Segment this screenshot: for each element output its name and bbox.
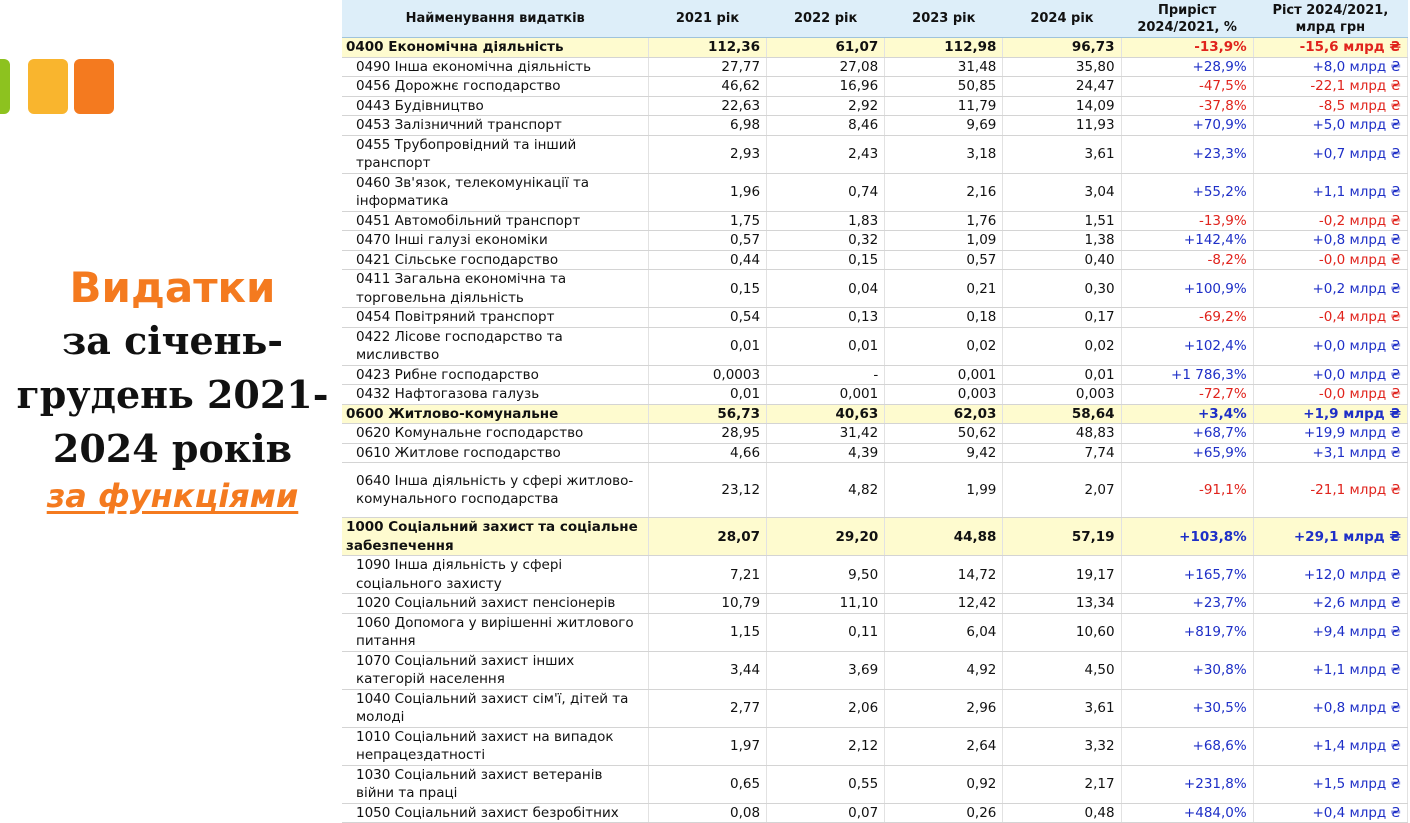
- table-cell-2021: 28,07: [648, 518, 766, 556]
- table-cell-2024: 24,47: [1003, 77, 1121, 97]
- table-section-row: [342, 38, 1408, 58]
- header-name: Найменування видатків: [342, 0, 648, 38]
- table-cell-2022: 40,63: [767, 404, 885, 424]
- table-row: [342, 385, 1408, 405]
- table-cell-2023: 0,18: [885, 308, 1003, 328]
- table-cell-2022: 16,96: [767, 77, 885, 97]
- table-row: [342, 443, 1408, 463]
- table-cell-2023: 14,72: [885, 556, 1003, 594]
- table-row: [342, 96, 1408, 116]
- table-cell-2023: 1,09: [885, 231, 1003, 251]
- table-cell-growth-abs: +12,0 млрд ₴: [1253, 556, 1407, 594]
- table-cell-2021: 10,79: [648, 594, 766, 614]
- table-cell-name: 1000 Соціальний захист та соціальне забезпечення: [342, 518, 648, 556]
- table-cell-growth-pct: +819,7%: [1121, 613, 1253, 651]
- table-cell-growth-pct: +23,3%: [1121, 135, 1253, 173]
- table-cell-2024: 0,17: [1003, 308, 1121, 328]
- table-cell-growth-pct: +103,8%: [1121, 518, 1253, 556]
- table-cell-2022: 0,07: [767, 803, 885, 823]
- table-cell-2024: 0,30: [1003, 270, 1121, 308]
- table-cell-growth-abs: +0,0 млрд ₴: [1253, 365, 1407, 385]
- table-cell-growth-pct: +23,7%: [1121, 594, 1253, 614]
- table-cell-2023: 112,98: [885, 38, 1003, 58]
- table-row: [342, 689, 1408, 727]
- table-cell-2021: 2,93: [648, 135, 766, 173]
- table-cell-growth-abs: -0,0 млрд ₴: [1253, 250, 1407, 270]
- table-cell-name: 1030 Соціальний захист ветеранів війни та праці: [342, 765, 648, 803]
- table-cell-name: 1060 Допомога у вирішенні житлового питання: [342, 613, 648, 651]
- table-cell-2022: 4,82: [767, 463, 885, 518]
- table-cell-name: 0453 Залізничний транспорт: [342, 116, 648, 136]
- table-row: [342, 231, 1408, 251]
- table-cell-name: 0432 Нафтогазова галузь: [342, 385, 648, 405]
- table-cell-2024: 2,07: [1003, 463, 1121, 518]
- table-cell-2022: 31,42: [767, 424, 885, 444]
- table-cell-2023: 44,88: [885, 518, 1003, 556]
- table-cell-name: 0451 Автомобільний транспорт: [342, 211, 648, 231]
- table-cell-2021: 2,77: [648, 689, 766, 727]
- table-cell-2023: 0,02: [885, 327, 1003, 365]
- table-cell-name: 0620 Комунальне господарство: [342, 424, 648, 444]
- table-cell-growth-pct: -8,2%: [1121, 250, 1253, 270]
- header-2024: 2024 рік: [1003, 0, 1121, 38]
- table-cell-2022: 29,20: [767, 518, 885, 556]
- table-cell-2022: 27,08: [767, 57, 885, 77]
- table-cell-name: 0411 Загальна економічна та торговельна діяльність: [342, 270, 648, 308]
- table-cell-2024: 14,09: [1003, 96, 1121, 116]
- table-cell-2024: 3,32: [1003, 727, 1121, 765]
- table-cell-growth-abs: +0,8 млрд ₴: [1253, 689, 1407, 727]
- table-cell-2024: 2,17: [1003, 765, 1121, 803]
- table-cell-growth-pct: +102,4%: [1121, 327, 1253, 365]
- table-cell-2022: 2,06: [767, 689, 885, 727]
- table-cell-2024: 58,64: [1003, 404, 1121, 424]
- table-cell-2021: 1,97: [648, 727, 766, 765]
- table-cell-2021: 1,15: [648, 613, 766, 651]
- title-line-2: за січень-: [61, 318, 284, 363]
- table-cell-2023: 11,79: [885, 96, 1003, 116]
- table-cell-growth-pct: -69,2%: [1121, 308, 1253, 328]
- table-cell-2022: 0,11: [767, 613, 885, 651]
- table-row: [342, 463, 1408, 518]
- table-cell-2021: 46,62: [648, 77, 766, 97]
- table-row: [342, 365, 1408, 385]
- table-cell-2024: 35,80: [1003, 57, 1121, 77]
- table-cell-growth-abs: +5,0 млрд ₴: [1253, 116, 1407, 136]
- table-cell-growth-abs: -0,4 млрд ₴: [1253, 308, 1407, 328]
- table-cell-2022: 0,15: [767, 250, 885, 270]
- table-cell-2023: 0,003: [885, 385, 1003, 405]
- table-row: [342, 651, 1408, 689]
- table-cell-2023: 0,26: [885, 803, 1003, 823]
- table-cell-2024: 7,74: [1003, 443, 1121, 463]
- table-cell-name: 1010 Соціальний захист на випадок непрацездатності: [342, 727, 648, 765]
- table-cell-name: 0600 Житлово-комунальне: [342, 404, 648, 424]
- table-row: [342, 424, 1408, 444]
- table-cell-growth-abs: +1,1 млрд ₴: [1253, 173, 1407, 211]
- table-cell-growth-abs: -15,6 млрд ₴: [1253, 38, 1407, 58]
- table-row: [342, 613, 1408, 651]
- table-cell-2021: 0,44: [648, 250, 766, 270]
- table-cell-2024: 3,61: [1003, 689, 1121, 727]
- header-2021: 2021 рік: [648, 0, 766, 38]
- table-cell-2023: 2,64: [885, 727, 1003, 765]
- table-cell-2024: 0,01: [1003, 365, 1121, 385]
- table-cell-growth-abs: -0,2 млрд ₴: [1253, 211, 1407, 231]
- table-cell-growth-pct: +142,4%: [1121, 231, 1253, 251]
- table-cell-2021: 4,66: [648, 443, 766, 463]
- table-cell-2023: 2,16: [885, 173, 1003, 211]
- table-cell-2023: 6,04: [885, 613, 1003, 651]
- table-row: [342, 308, 1408, 328]
- table-cell-name: 0455 Трубопровідний та інший транспорт: [342, 135, 648, 173]
- table-cell-name: 0454 Повітряний транспорт: [342, 308, 648, 328]
- table-cell-growth-pct: -13,9%: [1121, 211, 1253, 231]
- table-cell-growth-pct: +3,4%: [1121, 404, 1253, 424]
- title-line-1: Видатки: [69, 263, 276, 312]
- table-cell-growth-pct: +484,0%: [1121, 803, 1253, 823]
- table-cell-2021: 7,21: [648, 556, 766, 594]
- table-row: [342, 135, 1408, 173]
- table-cell-2021: 1,96: [648, 173, 766, 211]
- table-cell-2021: 23,12: [648, 463, 766, 518]
- table-cell-2022: 11,10: [767, 594, 885, 614]
- table-cell-name: 1090 Інша діяльність у сфері соціального захисту: [342, 556, 648, 594]
- table-row: [342, 77, 1408, 97]
- table-cell-2024: 1,51: [1003, 211, 1121, 231]
- table-row: [342, 803, 1408, 823]
- table-cell-2024: 19,17: [1003, 556, 1121, 594]
- table-cell-name: 0470 Інші галузі економіки: [342, 231, 648, 251]
- table-cell-2021: 0,01: [648, 327, 766, 365]
- table-cell-2022: 9,50: [767, 556, 885, 594]
- table-cell-2021: 27,77: [648, 57, 766, 77]
- table-cell-2023: 31,48: [885, 57, 1003, 77]
- table-row: [342, 116, 1408, 136]
- table-section-row: [342, 404, 1408, 424]
- table-cell-2023: 50,85: [885, 77, 1003, 97]
- table-cell-name: 0456 Дорожнє господарство: [342, 77, 648, 97]
- table-cell-2024: 96,73: [1003, 38, 1121, 58]
- table-cell-2023: 1,99: [885, 463, 1003, 518]
- table-cell-name: 0460 Зв'язок, телекомунікації та інформатика: [342, 173, 648, 211]
- table-cell-2021: 1,75: [648, 211, 766, 231]
- table-cell-2022: 4,39: [767, 443, 885, 463]
- table-cell-2022: 2,43: [767, 135, 885, 173]
- table-cell-2022: 2,12: [767, 727, 885, 765]
- table-cell-2024: 0,003: [1003, 385, 1121, 405]
- table-cell-2023: 12,42: [885, 594, 1003, 614]
- expenditure-table: [342, 0, 1408, 823]
- table-cell-2022: 1,83: [767, 211, 885, 231]
- table-cell-name: 1070 Соціальний захист інших категорій населення: [342, 651, 648, 689]
- table-cell-2024: 0,02: [1003, 327, 1121, 365]
- table-cell-growth-abs: +0,0 млрд ₴: [1253, 327, 1407, 365]
- table-cell-growth-abs: +0,7 млрд ₴: [1253, 135, 1407, 173]
- table-cell-name: 1020 Соціальний захист пенсіонерів: [342, 594, 648, 614]
- table-cell-2024: 4,50: [1003, 651, 1121, 689]
- table-cell-growth-abs: -21,1 млрд ₴: [1253, 463, 1407, 518]
- table-cell-growth-abs: +1,1 млрд ₴: [1253, 651, 1407, 689]
- table-cell-name: 0400 Економічна діяльність: [342, 38, 648, 58]
- table-cell-growth-abs: +19,9 млрд ₴: [1253, 424, 1407, 444]
- table-cell-2021: 0,54: [648, 308, 766, 328]
- table-cell-growth-abs: +29,1 млрд ₴: [1253, 518, 1407, 556]
- table-cell-2021: 0,0003: [648, 365, 766, 385]
- table-cell-growth-pct: +68,6%: [1121, 727, 1253, 765]
- table-cell-2024: 11,93: [1003, 116, 1121, 136]
- table-cell-growth-abs: +3,1 млрд ₴: [1253, 443, 1407, 463]
- table-cell-growth-abs: -22,1 млрд ₴: [1253, 77, 1407, 97]
- table-cell-growth-pct: +65,9%: [1121, 443, 1253, 463]
- table-cell-2024: 13,34: [1003, 594, 1121, 614]
- table-cell-growth-pct: +30,8%: [1121, 651, 1253, 689]
- table-cell-2021: 0,08: [648, 803, 766, 823]
- table-cell-growth-abs: -8,5 млрд ₴: [1253, 96, 1407, 116]
- table-cell-growth-abs: +2,6 млрд ₴: [1253, 594, 1407, 614]
- table-cell-2022: 0,001: [767, 385, 885, 405]
- table-cell-name: 0640 Інша діяльність у сфері житлово-комунального господарства: [342, 463, 648, 518]
- title-line-5: за функціями: [46, 477, 299, 515]
- table-cell-2022: 61,07: [767, 38, 885, 58]
- table-cell-2023: 4,92: [885, 651, 1003, 689]
- table-cell-growth-abs: +0,2 млрд ₴: [1253, 270, 1407, 308]
- table-section-row: [342, 518, 1408, 556]
- table-cell-2023: 0,21: [885, 270, 1003, 308]
- table-cell-2023: 9,42: [885, 443, 1003, 463]
- table-row: [342, 727, 1408, 765]
- table-cell-2021: 0,65: [648, 765, 766, 803]
- table-row: [342, 594, 1408, 614]
- table-cell-2022: 0,04: [767, 270, 885, 308]
- table-cell-2021: 112,36: [648, 38, 766, 58]
- title-line-4: 2024 років: [52, 426, 293, 471]
- table-cell-2022: 2,92: [767, 96, 885, 116]
- table-cell-2024: 57,19: [1003, 518, 1121, 556]
- header-2022: 2022 рік: [767, 0, 885, 38]
- table-cell-growth-pct: -91,1%: [1121, 463, 1253, 518]
- table-cell-2022: 3,69: [767, 651, 885, 689]
- table-cell-2024: 3,61: [1003, 135, 1121, 173]
- table-cell-growth-pct: +1 786,3%: [1121, 365, 1253, 385]
- table-cell-growth-abs: +8,0 млрд ₴: [1253, 57, 1407, 77]
- header-growth-pct: Приріст 2024/2021, %: [1121, 0, 1253, 38]
- table-cell-name: 0610 Житлове господарство: [342, 443, 648, 463]
- logo-orange-square: [74, 59, 114, 114]
- table-cell-growth-pct: +55,2%: [1121, 173, 1253, 211]
- table-cell-growth-abs: +1,4 млрд ₴: [1253, 727, 1407, 765]
- table-cell-2021: 3,44: [648, 651, 766, 689]
- table-cell-name: 1040 Соціальний захист сім'ї, дітей та молоді: [342, 689, 648, 727]
- table-cell-2024: 0,48: [1003, 803, 1121, 823]
- table-cell-2022: 0,55: [767, 765, 885, 803]
- title-line-3: грудень 2021-: [16, 372, 329, 417]
- table-cell-2023: 0,92: [885, 765, 1003, 803]
- table-cell-2021: 6,98: [648, 116, 766, 136]
- table-cell-growth-pct: +70,9%: [1121, 116, 1253, 136]
- table-cell-growth-abs: +1,9 млрд ₴: [1253, 404, 1407, 424]
- table-cell-2022: 0,74: [767, 173, 885, 211]
- table-cell-2023: 50,62: [885, 424, 1003, 444]
- table-cell-2022: 0,13: [767, 308, 885, 328]
- table-cell-growth-abs: +9,4 млрд ₴: [1253, 613, 1407, 651]
- table-row: [342, 556, 1408, 594]
- table-cell-name: 0443 Будівництво: [342, 96, 648, 116]
- table-cell-2023: 3,18: [885, 135, 1003, 173]
- table-header-row: [342, 0, 1408, 38]
- table-row: [342, 250, 1408, 270]
- table-cell-2023: 9,69: [885, 116, 1003, 136]
- table-row: [342, 211, 1408, 231]
- table-cell-name: 0421 Сільське господарство: [342, 250, 648, 270]
- slide-title: [0, 262, 345, 516]
- table-row: [342, 765, 1408, 803]
- table-cell-growth-pct: +231,8%: [1121, 765, 1253, 803]
- table-cell-growth-abs: +1,5 млрд ₴: [1253, 765, 1407, 803]
- table-cell-name: 0490 Інша економічна діяльність: [342, 57, 648, 77]
- table-cell-2023: 1,76: [885, 211, 1003, 231]
- table-cell-growth-abs: +0,8 млрд ₴: [1253, 231, 1407, 251]
- table-cell-2023: 0,57: [885, 250, 1003, 270]
- table-cell-growth-pct: +30,5%: [1121, 689, 1253, 727]
- table-cell-growth-pct: -47,5%: [1121, 77, 1253, 97]
- table-cell-2024: 3,04: [1003, 173, 1121, 211]
- expenditure-table-container: [342, 0, 1409, 821]
- table-cell-2021: 0,15: [648, 270, 766, 308]
- table-cell-2021: 22,63: [648, 96, 766, 116]
- table-cell-name: 0423 Рибне господарство: [342, 365, 648, 385]
- table-row: [342, 57, 1408, 77]
- table-row: [342, 327, 1408, 365]
- table-cell-2022: -: [767, 365, 885, 385]
- table-row: [342, 173, 1408, 211]
- table-cell-2021: 0,01: [648, 385, 766, 405]
- header-2023: 2023 рік: [885, 0, 1003, 38]
- table-cell-2021: 56,73: [648, 404, 766, 424]
- table-cell-2021: 28,95: [648, 424, 766, 444]
- table-cell-2021: 0,57: [648, 231, 766, 251]
- table-cell-growth-pct: +165,7%: [1121, 556, 1253, 594]
- table-cell-2024: 10,60: [1003, 613, 1121, 651]
- table-cell-growth-abs: +0,4 млрд ₴: [1253, 803, 1407, 823]
- table-cell-2024: 48,83: [1003, 424, 1121, 444]
- table-cell-growth-pct: -72,7%: [1121, 385, 1253, 405]
- table-cell-growth-pct: +100,9%: [1121, 270, 1253, 308]
- table-cell-growth-pct: +68,7%: [1121, 424, 1253, 444]
- table-cell-2023: 0,001: [885, 365, 1003, 385]
- table-cell-name: 1050 Соціальний захист безробітних: [342, 803, 648, 823]
- table-row: [342, 270, 1408, 308]
- table-cell-2023: 62,03: [885, 404, 1003, 424]
- table-cell-name: 0422 Лісове господарство та мисливство: [342, 327, 648, 365]
- table-cell-2022: 0,32: [767, 231, 885, 251]
- logo-green-square: [0, 59, 10, 114]
- table-cell-2022: 8,46: [767, 116, 885, 136]
- table-cell-growth-abs: -0,0 млрд ₴: [1253, 385, 1407, 405]
- table-cell-2024: 1,38: [1003, 231, 1121, 251]
- table-cell-growth-pct: -13,9%: [1121, 38, 1253, 58]
- table-cell-2024: 0,40: [1003, 250, 1121, 270]
- table-cell-2023: 2,96: [885, 689, 1003, 727]
- table-cell-growth-pct: +28,9%: [1121, 57, 1253, 77]
- table-cell-2022: 0,01: [767, 327, 885, 365]
- table-cell-growth-pct: -37,8%: [1121, 96, 1253, 116]
- logo-yellow-square: [28, 59, 68, 114]
- header-growth-abs: Ріст 2024/2021, млрд грн: [1253, 0, 1407, 38]
